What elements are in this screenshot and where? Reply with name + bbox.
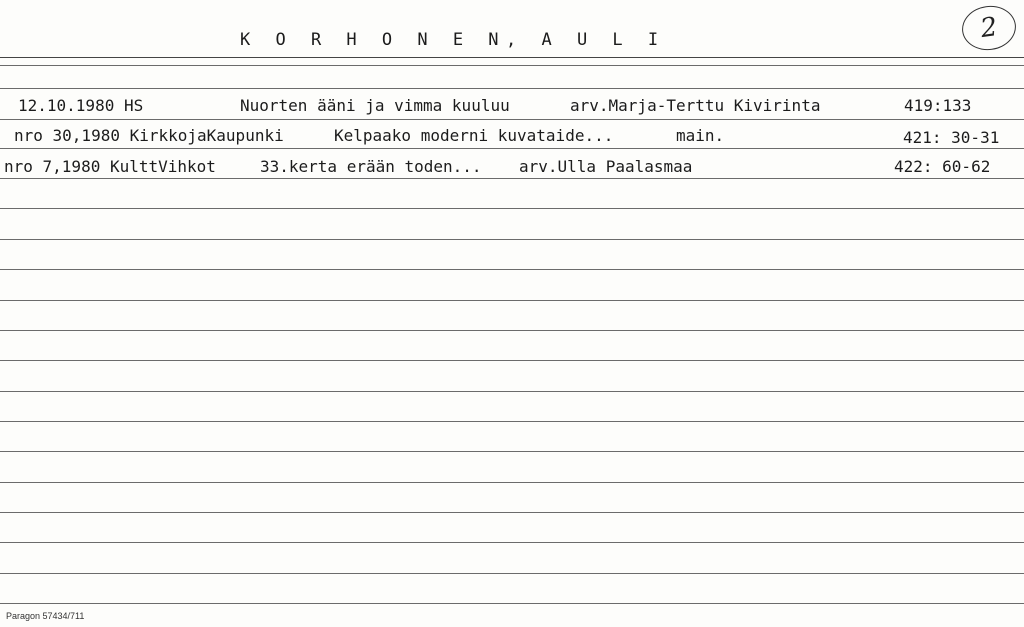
card-heading-name: K O R H O N E N, A U L I	[240, 30, 666, 50]
entry-reference: 421: 30-31	[903, 128, 1000, 147]
ruled-line	[0, 330, 1024, 331]
ruled-line	[0, 119, 1024, 120]
ruled-line	[0, 421, 1024, 422]
entry-note: arv.Ulla Paalasmaa	[519, 157, 693, 176]
entry-title: 33.kerta erään toden...	[260, 157, 482, 176]
heading-rule	[0, 57, 1024, 58]
ruled-line	[0, 178, 1024, 179]
ruled-line	[0, 542, 1024, 543]
entry-reference: 422: 60-62	[894, 157, 991, 176]
ruled-line	[0, 512, 1024, 513]
ruled-line	[0, 239, 1024, 240]
ruled-line	[0, 603, 1024, 604]
entry-note: main.	[676, 126, 725, 145]
entry-title: Nuorten ääni ja vimma kuuluu	[240, 96, 510, 115]
ruled-line	[0, 360, 1024, 361]
entry-date-source: nro 30,1980 KirkkojaKaupunki	[14, 126, 284, 145]
card-number-text: 2	[978, 11, 1000, 45]
ruled-line	[0, 148, 1024, 149]
ruled-line	[0, 65, 1024, 66]
ruled-line	[0, 88, 1024, 89]
ruled-line	[0, 208, 1024, 209]
ruled-line	[0, 391, 1024, 392]
entry-note: arv.Marja-Terttu Kivirinta	[570, 96, 821, 115]
card-number-circled	[959, 2, 1019, 53]
ruled-line	[0, 451, 1024, 452]
entry-date-source: 12.10.1980 HS	[18, 96, 144, 115]
ruled-line	[0, 573, 1024, 574]
card-print-code: Paragon 57434/711	[6, 611, 85, 621]
ruled-line	[0, 482, 1024, 483]
ruled-line	[0, 300, 1024, 301]
ruled-line	[0, 269, 1024, 270]
entry-title: Kelpaako moderni kuvataide...	[334, 126, 614, 145]
entry-reference: 419:133	[904, 96, 972, 115]
entry-date-source: nro 7,1980 KulttVihkot	[4, 157, 216, 176]
